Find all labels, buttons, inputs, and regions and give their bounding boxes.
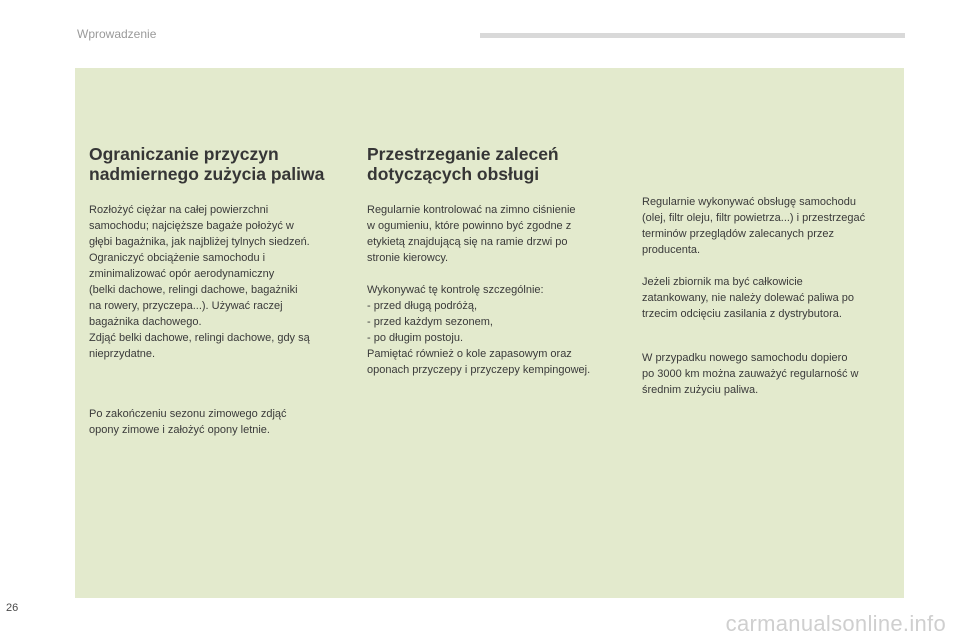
paragraph-fuel-tank: Jeżeli zbiornik ma być całkowicie zatankowany, nie należy dolewać paliwa po trzecim odcięciu zasilania z dystrybutora.	[642, 276, 854, 320]
watermark: carmanualsonline.info	[725, 611, 946, 636]
page-number: 26	[6, 602, 19, 614]
paragraph-new-car-consumption: W przypadku nowego samochodu dopiero po 3000 km można zauważyć regularność w średnim zużyciu paliwa.	[642, 352, 859, 396]
section-title: Wprowadzenie	[77, 27, 157, 41]
paragraph-load-distribution: Rozłożyć ciężar na całej powierzchni samochodu; najcięższe bagaże położyć w głębi bagażnika, jak najbliżej tylnych siedzeń. Ograniczyć obciążenie samochodu i zminimalizować opór aerodynamiczny (belki dachowe, relingi dachowe, bagażniki na rowery, przyczepa...). Używać raczej bagażnika dachowego. Zdjąć belki dachowe, relingi dachowe, gdy są nieprzydatne.	[89, 204, 310, 360]
paragraph-service-intervals: Regularnie wykonywać obsługę samochodu (olej, filtr oleju, filtr powietrza...) i przestrzegać terminów przeglądów zalecanych przez producenta.	[642, 196, 866, 256]
column-fuel-consumption	[89, 144, 354, 438]
column-maintenance	[367, 144, 632, 378]
header-divider-bar	[480, 33, 905, 38]
paragraph-check-occasions: Wykonywać tę kontrolę szczególnie: - przed długą podróżą, - przed każdym sezonem, - po długim postoju. Pamiętać również o kole zapasowym oraz oponach przyczepy i przyczepy kempingowej.	[367, 284, 591, 376]
paragraph-tyre-pressure: Regularnie kontrolować na zimno ciśnienie w ogumieniu, które powinno być zgodne z etykietą znajdującą się na ramie drzwi po stronie kierowcy.	[367, 204, 576, 264]
heading-maintenance: Przestrzeganie zaleceń dotyczących obsługi	[367, 144, 559, 184]
column-service	[642, 194, 904, 398]
heading-fuel-consumption: Ograniczanie przyczyn nadmiernego zużycia paliwa	[89, 144, 325, 184]
paragraph-winter-tyres: Po zakończeniu sezonu zimowego zdjąć opony zimowe i założyć opony letnie.	[89, 408, 287, 436]
